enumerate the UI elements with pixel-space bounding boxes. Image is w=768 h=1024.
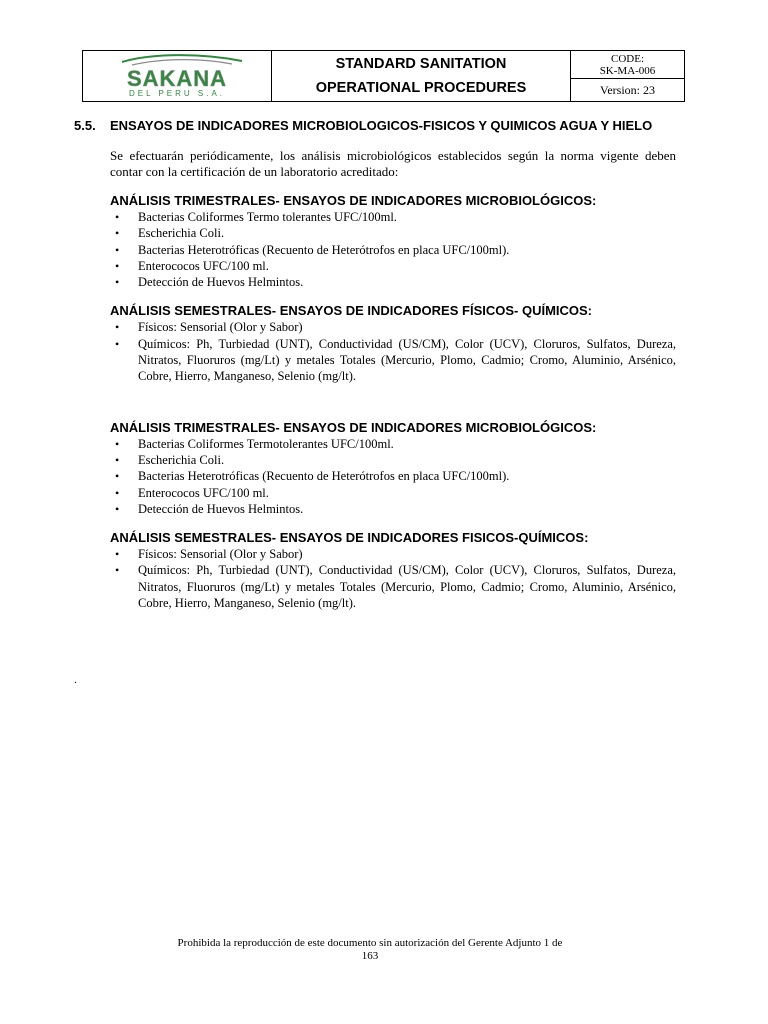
list-item-text: Enterococos UFC/100 ml. (138, 485, 269, 500)
analysis-heading: ANÁLISIS TRIMESTRALES- ENSAYOS DE INDICADORES MICROBIOLÓGICOS: (110, 193, 597, 208)
section-number: 5.5. (74, 118, 96, 133)
bullet-icon: • (115, 226, 120, 241)
list-item (110, 225, 676, 241)
list-item-text: Bacterias Coliformes Termotolerantes UFC/100ml. (138, 436, 394, 451)
stray-mark: . (74, 672, 77, 686)
bullet-icon: • (115, 563, 120, 578)
list-item (110, 501, 676, 517)
bullet-icon: • (115, 320, 120, 335)
document-header (82, 50, 685, 102)
list-item (110, 319, 676, 335)
code-cell (571, 51, 684, 101)
bullet-icon: • (115, 258, 120, 273)
list-item-text: Físicos: Sensorial (Olor y Sabor) (138, 320, 303, 335)
list-item (110, 209, 676, 225)
section-title: ENSAYOS DE INDICADORES MICROBIOLOGICOS-FISICOS Y QUIMICOS AGUA Y HIELO (110, 118, 653, 133)
analysis-heading: ANÁLISIS SEMESTRALES- ENSAYOS DE INDICADORES FÍSICOS- QUÍMICOS: (110, 303, 593, 319)
section-heading (74, 118, 676, 133)
intro-paragraph: Se efectuarán periódicamente, los análisis microbiológicos establecidos según la norma vigente deben contar con la certificación de un laboratorio acreditado: (110, 148, 676, 179)
bullet-icon: • (115, 485, 120, 500)
list-item (110, 336, 676, 385)
analysis-list (110, 546, 676, 611)
list-item-text: Bacterias Heterotróficas (Recuento de Heterótrofos en placa UFC/100ml). (138, 242, 510, 257)
list-item (110, 258, 676, 274)
logo-cell (83, 51, 272, 101)
list-item-text: Detección de Huevos Helmintos. (138, 275, 304, 290)
bullet-icon: • (115, 242, 120, 257)
list-item (110, 436, 676, 452)
header-title-line1: STANDARD SANITATION (335, 56, 507, 72)
footer-line1: Prohibida la reproducción de este documento sin autorización del Gerente Adjunto 1 de (177, 937, 563, 949)
list-item (110, 468, 676, 484)
header-title-line2: OPERATIONAL PROCEDURES (315, 80, 527, 96)
version-label: Version: 23 (600, 82, 655, 97)
list-item-text: Escherichia Coli. (138, 226, 225, 241)
analysis-list (110, 209, 676, 290)
code-label: CODE: (611, 52, 644, 65)
section-content (110, 148, 676, 611)
list-item (110, 562, 676, 611)
analysis-list (110, 436, 676, 517)
list-item-text: Químicos: Ph, Turbiedad (UNT), Conductividad (US/CM), Color (UCV), Cloruros, Sulfatos, Dureza, Nitratos, Fluoruros (mg/Lt) y metales Totales (Mercurio, Plomo, Cadmio; Cromo, Aluminio, Arsénico, Cobre, Hierro, Manganeso, Selenio (mg/lt). (138, 336, 676, 384)
list-item (110, 274, 676, 290)
list-item-text: Bacterias Coliformes Termo tolerantes UFC/100ml. (138, 210, 397, 224)
bullet-icon: • (115, 469, 120, 484)
analysis-heading: ANÁLISIS TRIMESTRALES- ENSAYOS DE INDICADORES MICROBIOLÓGICOS: (110, 419, 597, 435)
bullet-icon: • (115, 275, 120, 290)
block-spacer (110, 385, 676, 407)
bullet-icon: • (115, 336, 120, 351)
logo-brand-text: SAKANA (126, 66, 228, 91)
list-item-text: Bacterias Heterotróficas (Recuento de Heterótrofos en placa UFC/100ml). (138, 469, 510, 484)
page-footer (150, 937, 590, 963)
code-value: SK-MA-006 (599, 64, 656, 77)
list-item-text: Escherichia Coli. (138, 452, 225, 467)
list-item (110, 485, 676, 501)
bullet-icon: • (115, 547, 120, 562)
header-title (272, 51, 571, 101)
bullet-icon: • (115, 436, 120, 451)
footer-line2: 163 (361, 950, 379, 962)
bullet-icon: • (115, 210, 120, 224)
bullet-icon: • (115, 501, 120, 516)
list-item-text: Físicos: Sensorial (Olor y Sabor) (138, 547, 303, 562)
analysis-list (110, 319, 676, 384)
list-item (110, 546, 676, 562)
document-body (74, 118, 676, 611)
list-item-text: Enterococos UFC/100 ml. (138, 258, 269, 273)
sakana-logo (92, 53, 262, 99)
list-item (110, 242, 676, 258)
list-item-text: Químicos: Ph, Turbiedad (UNT), Conductividad (US/CM), Color (UCV), Cloruros, Sulfatos, Dureza, Nitratos, Fluoruros (mg/Lt) y metales Totales (Mercurio, Plomo, Cadmio; Cromo, Aluminio, Arsénico, Cobre, Hierro, Manganeso, Selenio (mg/lt). (138, 563, 676, 611)
bullet-icon: • (115, 452, 120, 467)
logo-sub-text: DEL PERU S.A. (128, 89, 226, 98)
list-item (110, 452, 676, 468)
code-box (571, 51, 684, 79)
list-item-text: Detección de Huevos Helmintos. (138, 501, 304, 516)
analysis-heading: ANÁLISIS SEMESTRALES- ENSAYOS DE INDICADORES FISICOS-QUÍMICOS: (110, 530, 589, 546)
